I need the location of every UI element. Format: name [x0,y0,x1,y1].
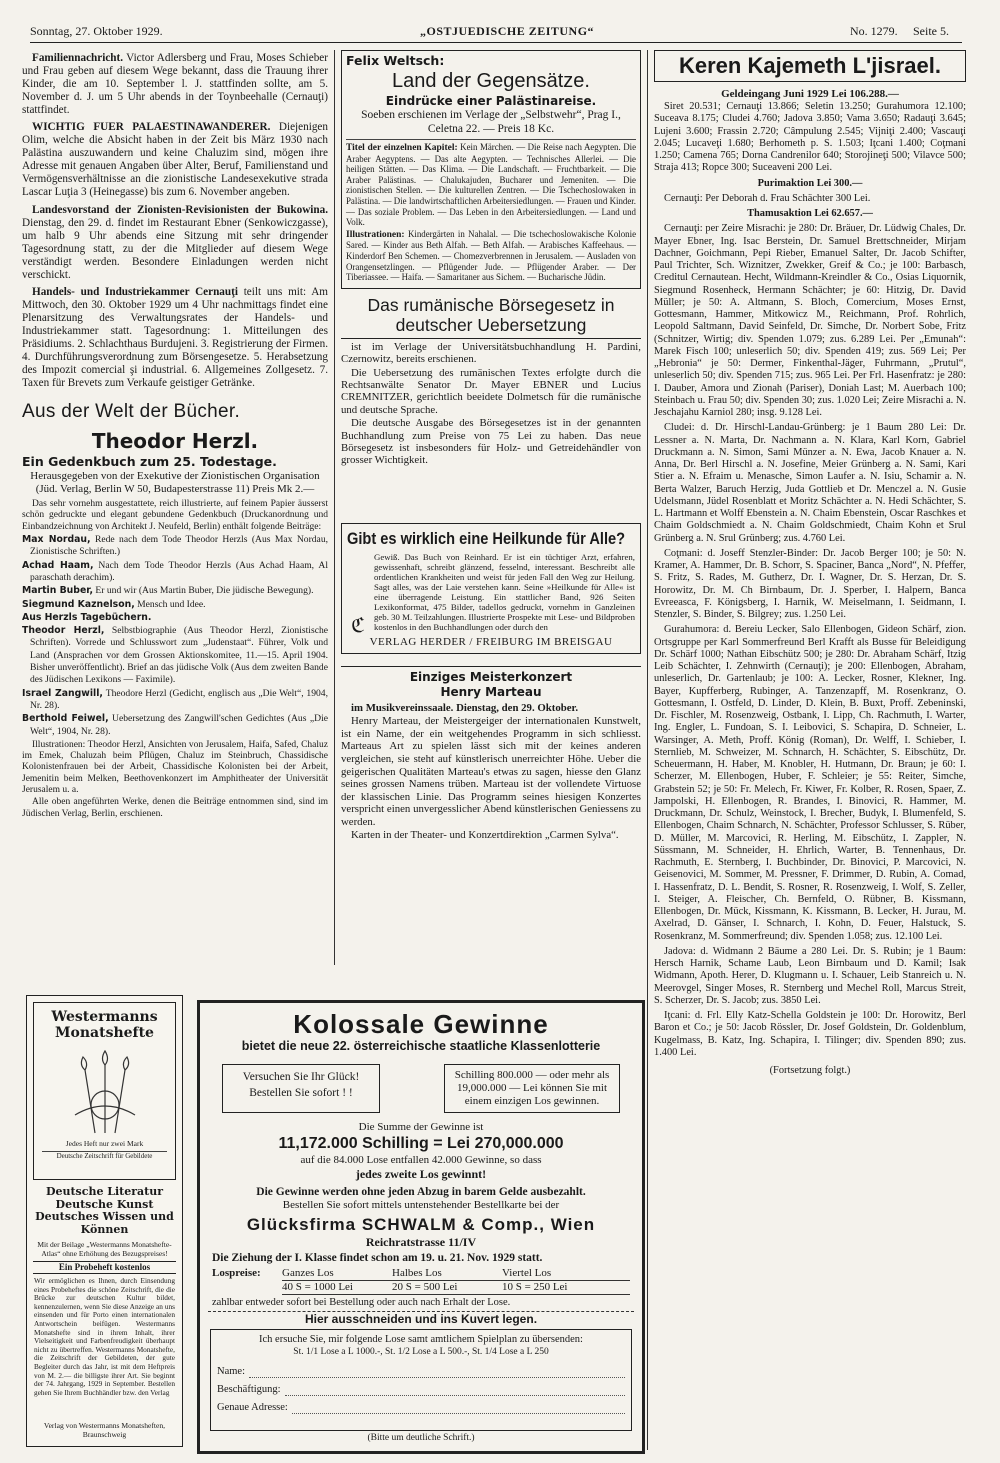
price-quarter-label: Viertel Los [502,1267,552,1279]
right-column [654,50,966,1450]
order-address-row: Genaue Adresse: [217,1401,625,1414]
boerse-text-3: Die deutsche Ausgabe des Börsegesetzes ist in der genannten Buchhandlung zum Preise von 75 Lei zu haben. Das neue Börsegesetz ist insbesonders für Holz- und Getreidehändler von grosser Wichtigkeit. [341,417,641,467]
price-quarter-value: 10 S = 250 Lei [502,1281,568,1293]
contents-text: Selbstbiographie (Aus Theodor Herzl, Zionistische Schriften). Vorrede und Schlusswort zum „Judenstaat“. Führer, Volk und Land (Ansprachen vor dem Grossen Aktionskomitee, 11.—15. April 1904. Bisher unveröffentlicht). Brief an das jüdische Volk (Aus dem zweiten Bande des Jüdischen Lexikons — Faximile). [30,625,328,686]
order-form-items: St. 1/1 Lose a L 1000.-, St. 1/2 Lose a L 500.-, St. 1/4 Lose a L 250 [293,1347,549,1357]
herzl-contents-list [22,534,328,738]
weltsch-author: Felix Weltsch: [346,53,445,68]
westermann-title-2: Monatshefte [55,1025,154,1041]
wheat-emblem-icon [55,1045,155,1137]
contents-item [22,534,328,559]
page-header [30,24,960,40]
issue-number: No. 1279. [850,24,898,38]
westermann-ad [26,995,183,1447]
weltsch-book-subtitle: Eindrücke einer Palästinareise. [385,94,597,108]
weltsch-book-publisher: Soeben erschienen im Verlage der „Selbstwehr“, Prag I., Celetna 22. — Preis 18 Kc. [361,109,621,135]
lottery-draw-date: Die Ziehung der I. Klasse findet schon am 19. u. 21. Nov. 1929 statt. [212,1252,543,1264]
contents-author: Berthold Feiwel, [22,713,109,725]
boerse-title: Das rumänische Börsegesetz in deutscher Uebersetzung [367,294,615,335]
herzl-book-description: Das sehr vornehm ausgestattete, reich illustrierte, auf feinem Papier äusserst schön gedruckte und elegant gebundene Gedenkbuch (Druckanordnung und Einbandzeichnung von Architekt J. Neufeld, Berlin) enthält folgende Beiträge: [22,499,328,532]
prize-amount-box: Schilling 800.000 — oder mehr als 19,000.000 — Lei können Sie mit einem einzigen Los gewinnen. [444,1064,620,1113]
weltsch-book-ad [341,50,641,289]
kkl-cities: Siret 20.531; Cernauţi 13.866; Seletin 13.250; Gurahumora 12.100; Suceava 8.175; Cludei 4.760; Jadova 3.850; Vama 3.650; Radauţi 3.645; Lujeni 3.600; Frassin 2.720; Câmpulung 2.545; Vijniţi 2.400; Vascauţi 2.045; Lucaveţi 1.680; Berhometh p. S. 1.503; Iţcani 1.400; Coţmani 1.250; Camena 765; Dorna Candrenilor 640; Storojineţi 500; Vilavce 500; Straja 413; Ropce 300; Suceaveni 200 Lei. [654,101,966,174]
header-rule [30,42,962,43]
lottery-title: Kolossale Gewinne [293,1009,549,1039]
job-field[interactable] [285,1383,625,1396]
herder-ad [341,523,641,654]
kkl-title: Keren Kajemeth L'jisrael. [678,53,941,78]
price-half-label: Halbes Los [392,1267,442,1279]
cludei-donations: Cludei: d. Dr. Hirschl-Landau-Grünberg: je 1 Baum 280 Lei: Dr. Lessner a. N. Marta, Dr. Nachmann a. N. Klara, Karl Korn, Gabriel Druckmann a. N. Simon, Sami Münzer a. N. Ewa, Jacob Knauer a. N. Anna, Dr. Berl Hirschl a. N. Josefine, Meier Grünberg a. N. Sami, Kari Stier a. N. Efraim u. Menasche, Simon Laufer a. N. Isiu, Schamir a. N. Berta Walzer, Baruch Herzig, Juda Gottlieb et Dr. Menczel a. N. Gusie Udelsmann, Jüdel Rosenblatt et Moritz Schächter a. N. Hedi Schächter, S. L. Hartmann et Wolff Ebenstein a. N. Chaim Ebenstein, Oscar Raschkes et Chaim Goldschmiedt a. N. Chaim Goldschmiedt, Chaim Kohn et Srul Grünberg a. N. Srul Grünberg; zus. 4.760 Lei. [654,422,966,544]
emigrants-notice: WICHTIG FUER PALAESTINAWANDERER. Diejenigen Olim, welche die Absicht haben in der Zeit bis März 1930 nach Palästina auszuwandern und keine Chaluzim sind, mögen ihre Adresse mit genauen Angaben über Alter, Beruf, Familienstand und Vermögensverhältnisse an die zionistische Landesexekutive strada Lascar Luţia 3 (Heinegasse) bis zum 6. November angeben. [22,121,328,199]
gurahumora-donations: Gurahumora: d. Bereiu Lecker, Salo Ellenbogen, Gideon Schärf, zion. Ortsgruppe per Karl Sommerfreund Berl Krafft als Busse für Beleidigung Dr. Schärf 1000; Nathan Eibschütz 500; je 280: Dr. Abraham Schärf, Itzig Leib Schächter, I. Zehnwirth (Cernauţi); je 200: Ellenbogen, Abraham, unleserlich, Dr. Gartenlaub; je 100: A. Lecker, Rosner, Klekner, Ing. Bayer, Kupfferberg, Rubinger, A. Tanzenzapff, M. Rosenkranz, O. Gottesmann, I. Ostfeld, D. Linder, D. Klein, B. Buxt, Proff. Zebeninski, Dr. Fischler, M. Rosenzweig, Ostbank, I. Lipp, Ch. Rachmuth, I. Warter, Ing. Engler, L. Fundoan, S. I. Leibovici, S. Schapira, D. Schneier, L. Warsinger, A. Meth, Proff. König (Roman), Dr. Welff, I. Schieber, I. Sternlieb, M. Schweizer, M. Schnarch, H. Schächter, S. Eibschütz, Dr. Scheuermann, H. Haber, M. Knobler, H. Hutmann, Dr. Braun; je 60: I. Scherzer, M. Ellenbogen, Huber, F. Schleier; je 55: Reiter, Simche, Grabstein 52; je 50: Fr. Melech, Fr. Kiwer, Fr. Kolber, R. Rosen, Spaer, Z. Jampolski, H. Ellenbogen, R. Brandes, I. Binovici, R. Hammer, M. Druckmann, Dr. Schulz, Weinstock, I. Brecher, Budyk, I. Blumenfeld, S. Ellenbogen, Chaim Schnarch, N. Schächter, Professor Schlusser, S. Rüber, D. Müller, M. Marcovici, R. Herling, M. Eibschütz, I. Zappler, N. Süssmann, M. Schneider, H. Ehrlich, Warter, B. Tennenhaus, Dr. Rachmuth, E. Sternberg, I. Buchbinder, Dr. Binovici, P. Marcovici, N. Geisenovici, M. Sommer, M. Pressner, F. Drimmer, D. Rubin, A. Comad, I. Hassenfratz, D. L. Bendit, S. Rosner, R. Rosenzweig, I. Wolf, S. Zeller, I. Steiger, A. Fleischer, Ch. Bernfeld, O. Rübner, B. Kissmann, Ellenbogen, Dr. Mück, Kissmann, K. Kissmann, B. Lecker, H. Jurau, M. Axelrad, D. Gänser, I. Schnarch, I. Kohn, D. Feuer, Halstuck, S. Rosenkranz, M. Sommerfreund; div. Spenden 1.058; zus. 12.100 Lei. [654,624,966,942]
contents-item [22,612,328,624]
contents-item [22,599,328,611]
contents-item [22,625,328,686]
lottery-street: Reichratstrasse 11/IV [365,1235,477,1249]
westermann-probe-text: Wir ermöglichen es Ihnen, durch Einsendung eines Probeheftes die schöne Zeitschrift, die die Brücke zur deutschen Kultur bildet, kennenzulernen, wenn Sie diese Anzeige an uns einsenden und für Porto einen internationalen Antwortschein beifügen. Westermanns Monatshefte sind in ihrem Inhalt, ihrer Vielseitigkeit und Farbenfreudigkeit überhaupt nicht zu übertreffen. Westermanns Monatshefte, die Zeitschrift der Gebildeten, der gute Begleiter durch das Jahr, ist mit dem Heftpreis von M. 2.— die billigste ihrer Art. Sie beginnt der 74. Jahrgang, 1929 in September. Bestellen gehen Sie Ihrem Buchhändler bzw. den Verlag [34,1277,175,1397]
contents-item [22,713,328,738]
lottery-footer-note: (Bitte um deutliche Schrift.) [367,1433,475,1443]
left-column [22,52,328,962]
lottery-sum-text: Die Summe der Gewinne ist [358,1121,484,1133]
price-half-value: 20 S = 500 Lei [392,1281,458,1293]
price-label: Lospreise: [212,1267,261,1279]
concert-intro: im Musikvereinssaale. Dienstag, den 29. Oktober. [351,701,579,714]
price-whole-label: Ganzes Los [282,1267,334,1279]
westermann-sender: Verlag von Westermanns Monatsheften, Braunschweig [43,1421,166,1439]
order-name-row: Name: [217,1365,625,1378]
kkl-income: Geldeingang Juni 1929 Lei 106.288.— [721,88,899,100]
kkl-title-box [654,50,966,82]
contents-item [22,585,328,597]
herzl-illustrations: Illustrationen: Theodor Herzl, Ansichten von Jerusalem, Haifa, Safed, Chaluz im Emek, Chaluzah beim Pflügen, Chaluz im Steinbruch, Chassidische Kolonistenfrauen bei der Arbeit, Chassidische Kolonisten bei der Arbeit, Jemenitin beim Melken, Beethovenkonzert im Amphitheater der Universität Jerusalem u. a. [22,739,328,795]
books-section-title: Aus der Welt der Bücher. [22,401,241,423]
herzl-closing-note: Alle oben angeführten Werke, denen die Beiträge entnommen sind, sind im Jüdischen Verlag, Berlin, erschienen. [22,797,328,819]
family-notice: Familiennachricht. Victor Adlersberg und Frau, Moses Schieber und Frau geben auf diesem Wege bekannt, dass die Trauung ihrer Kinder, die am 10. September l. J. stattfinden sollte, am 5. November d. J. um 5 Uhr abends in der Toynbeehalle (Cernauţi) stattfindet. [22,52,328,117]
herder-publisher: VERLAG HERDER / FREIBURG IM BREISGAU [369,635,613,648]
herzl-book-publisher: Herausgegeben von der Exekutive der Zionistischen Organisation (Jüd. Verlag, Berlin W 50, Budapesterstrasse 11) Preis Mk 2.— [30,470,320,496]
chamber-notice: Handels- und Industriekammer Cernauţi teilt uns mit: Am Mittwoch, den 30. Oktober 1929 um 4 Uhr nachmittags findet eine Plenarsitzung des Verwaltungsrates der Handels- und Industriekammer statt. Tagesordnung: 1. Mitteilungen des Präsidiums. 2. Schlachthaus Burdujeni. 3. Registrierung der Firmen. 4. Durchführungsverordnung zum Börsengesetze. 5. Herabsetzung des Impozit comercial şi industrial. 6. Allgemeines Zollgesetz. 7. Taxen für Brevets zum Verkaufe geistiger Getränke. [22,285,328,390]
contents-text: Nach dem Tode Theodor Herzls (Aus Achad Haam, Al paraschath derachim). [30,559,328,583]
westermann-price: Jedes Heft nur zwei Mark [65,1139,144,1148]
middle-column [341,50,641,965]
newspaper-name: „OSTJUEDISCHE ZEITUNG“ [420,24,595,38]
continued-note: (Fortsetzung folgt.) [769,1065,851,1076]
column-divider [334,50,335,965]
lottery-lots-text: auf die 84.000 Lose entfallen 42.000 Gewinne, so dass [300,1154,542,1166]
page-number: Seite 5. [913,24,949,38]
issue-date: Sonntag, 27. Oktober 1929. [30,24,163,38]
herzl-book-title: Theodor Herzl. [91,429,259,454]
westermann-cover [33,1002,176,1180]
weltsch-book-title: Land der Gegensätze. [392,70,590,92]
contents-item [22,688,328,713]
purim-heading: Purimaktion Lei 300.— [757,177,863,189]
westermann-note: Mit der Beilage „Westermanns Monatshefte-Atlas“ ohne Erhöhung des Bezugspreises! [37,1240,172,1258]
lottery-sum-value: 11,172.000 Schilling = Lei 270,000.000 [278,1135,564,1152]
herder-logo-icon: ℭ [350,615,366,638]
herder-ad-text: Gewiß. Das Buch von Reinhard. Er ist ein tüchtiger Arzt, erfahren, gewissenhaft, schreibt glänzend, fesselnd, interessant. Beschreibt alle ordentlichen Krankheiten und weist für jeden Fall den Weg zur Heilung. Sagt alles, was der Laie verstehen kann. Seine »Heilkunde für Alle« ist eine überragende Leistung. Ein stattlicher Band, 926 Seiten Lexikonformat, 475 Bilder, tadellos gedruckt, vornehm in Ganzleinen geb. 30 M. Teilzahlungen. Illustrierte Prospekte mit Lese- und Bildproben kostenlos in den Buchhandlungen oder durch den [374,551,635,633]
westermann-probe-heading: Ein Probeheft kostenlos [33,1261,176,1274]
contents-text: Uebersetzung des Zangwill'schen Gedichtes (Aus „Die Welt“, 1904, Nr. 28). [30,713,328,737]
cotmani-donations: Coţmani: d. Joseff Stenzler-Binder: Dr. Jacob Berger 100; je 50: N. Kramer, A. Hammer, Dr. B. Schorr, S. Spaciner, Banca „Nord“, N. Pfeffer, S. Fritz, S. Rades, M. Gutherz, Dr. I. Wagner, Dr. S. Herzan, Dr. S. Horowitz, Dr. M. Ch Birnbaum, Dr. J. Sperber, I. Halpern, Banca Evreeasca, F. Königsberg, I. Harnik, W. Meiselmann, I. Seidmann, I. Stenzler, S. Binder, S. Bilgrey; zus. 1.250 Lei. [654,547,966,620]
contents-text: Theodore Herzl (Gedicht, englisch aus „Die Welt“, 1904, Nr. 28). [30,687,328,711]
cut-here-label: Hier ausschneiden und ins Kuvert legen. [208,1311,634,1327]
contents-text: Er und wir (Aus Martin Buber, Die jüdische Bewegung). [95,585,314,597]
contents-text: Mensch und Idee. [137,598,206,610]
contents-author: Israel Zangwill, [22,687,103,699]
lottery-every-second: jedes zweite Los gewinnt! [355,1167,487,1181]
lottery-subtitle: bietet die neue 22. österreichische staatliche Klassenlotterie [241,1039,601,1053]
westermann-subtitle: Deutsche Zeitschrift für Gebildete [42,1151,167,1161]
contents-author: Achad Haam, [22,559,94,571]
name-field[interactable] [249,1365,625,1378]
concert-artist: Henry Marteau [440,684,542,699]
concert-title: Einziges Meisterkonzert [409,669,573,684]
boerse-text-2: Die Uebersetzung des rumänischen Textes erfolgte durch die Rechtsanwälte Senator Dr. Mayer EBNER und Lucius CREMNITZER, gerichtlich beeidete Dolmetsch für die rumänische und deutsche Sprache. [341,366,641,416]
concert-text: Henry Marteau, der Meistergeiger der internationalen Kunstwelt, ist ein Name, der ein weitgehendes Programm in sich schliesst. Marteaus Art zu spielen lässt sich mit der keines anderen vergleichen, sie steht auf künstlerisch unerreichter Höhe. Ueber die geigerischen Qualitäten Marteau's etwas zu sagen, hiesse den Glanz seines grossen Namens trüben. Marteau ist der vollendete Virtuose der klassischen Linie. Das Programm seines hiesigen Konzertes verspricht einen unvergesslicher Abend künstlerischen Geniessens zu werden. [341,715,641,828]
itcani-donations: Iţcani: d. Frl. Elly Katz-Schella Goldstein je 100: Dr. Horowitz, Berl Baron et Co.; je 50: Jacob Rössler, Dr. Josef Goldstein, Dr. Goldenblum, Kugelmass, B. Katz, Ing. Schapira, I. Tilinger; div. Spenden 890; zus. 1.400 Lei. [654,1010,966,1058]
thamus-heading: Thamusaktion Lei 62.657.— [747,208,873,219]
contents-author: Siegmund Kaznelson, [22,598,135,610]
concert-tickets: Karten in der Theater- und Konzertdirektion „Carmen Sylva“. [351,829,619,842]
column-divider [647,50,648,1450]
order-form-line: Ich ersuche Sie, mir folgende Lose samt amtlichem Spielplan zu übersenden: [259,1334,583,1345]
price-whole-value: 40 S = 1000 Lei [282,1281,353,1293]
lottery-no-deduction: Die Gewinne werden ohne jeden Abzug in barem Gelde ausbezahlt. [256,1186,586,1198]
lottery-firm: Glücksfirma SCHWALM & Comp., Wien [246,1215,596,1234]
jadova-donations: Jadova: d. Widmann 2 Bäume a 280 Lei. Dr. S. Rubin; je 1 Baum: Hersch Harnik, Schame Laub, Leon Birnbaum und D. Kamil; Isak Widmann, Apoth. Herer, D. Klugmann u. I. Schauer, Leib Stanreich u. N. Meerovgel, Singer Moses, R. Sternberg und Mechel Roll, Marcus Streit, S. Scherzer, Dr. S. Jacob; zus. 3850 Lei. [654,945,966,1006]
contents-author: Max Nordau, [22,534,91,546]
lottery-order-text: Bestellen Sie sofort mittels untenstehender Bestellkarte bei der [282,1199,560,1211]
address-field[interactable] [292,1401,625,1414]
lottery-payable: zahlbar entweder sofort bei Bestellung oder auch nach Erhalt der Lose. [212,1297,511,1308]
westermann-title-1: Westermanns [51,1009,158,1025]
weltsch-illustrations: Illustrationen: Kindergärten in Nahalal. — Die tschechoslowakische Kolonie Sared. — Kinder aus Beth Alfah. — Beth Alfah. — Arabisches Kaffeehaus. — Kinderdorf Ben Schemen. — Chomezverbrennen in Jerusalem. — Ausladen von Orangensetzlingen. — Pflügender Jude. — Pflügender Araber. — Der Tiberiassee. — Haifa. — Samaritaner aus Sichem. — Bucharische Jüdin. [346,228,637,283]
contents-author: Theodor Herzl, [22,625,105,637]
order-form [210,1329,632,1431]
contents-item [22,560,328,585]
weltsch-chapters: Titel der einzelnen Kapitel: Kein Märchen. — Die Reise nach Aegypten. Die Araber Aegyptens. — Das alte Aegypten. — Technisches Allerlei. — Die heiligen Stätten. — Das Klima. — Die Landschaft. — Fruchtbarkeit. — Die Araber Palästinas. — Chalukajuden, Bucharer und Jemeniten. — Die zionistischen Stellen. — Die kulturellen Zentren. — Die Tschechoslowaken in Palästina. — Die landwirtschaftlichen Arbeitersiedlungen. — Frauen und Kinder. — Das soziale Problem. — Das Leben in den Arbeitersiedlungen. — Land und Volk. [346,142,637,228]
contents-author: Martin Buber, [22,585,94,597]
contents-author: Aus Herzls Tagebüchern. [22,611,152,623]
try-luck-box: Versuchen Sie Ihr Glück! Bestellen Sie sofort ! ! [222,1064,380,1113]
herder-ad-title: Gibt es wirklich eine Heilkunde für Alle? [347,528,626,548]
purim-text: Cernauţi: Per Deborah d. Frau Schächter 300 Lei. [664,192,871,204]
revisionist-notice: Landesvorstand der Zionisten-Revisionisten der Bukowina. Dienstag, den 29. d. findet im Restaurant Ebner (Senkowiczgasse), um halb 9 Uhr abends eine Sitzung mit sehr dringender Tagesordnung statt, zu der die Mitglieder auf diesem Wege verständigt werden. Besondere Einladungen werden nicht verschickt. [22,203,328,281]
westermann-slogan: Deutsche Literatur Deutsche Kunst Deutsches Wissen und Können [35,1185,174,1236]
contents-text: Rede nach dem Tode Theodor Herzls (Aus Max Nordau, Zionistische Schriften.) [30,534,328,558]
lottery-ad [197,1000,645,1454]
herzl-book-subtitle: Ein Gedenkbuch zum 25. Todestage. [22,454,277,470]
cernauti-donations: Cernauţi: per Zeire Misrachi: je 280: Dr. Bräuer, Dr. Lüdwig Chales, Dr. Mayer Ebner, Ing. Isac Berstein, Dr. Samuel Brettschneider, Mirjam Dachner, Goichmann, Pepi Rieber, Emanuel Salter, Dr. Jacob Schifter, Paul Trichter, Sch. Wiznitzer, Zwekker, Greif & Co.; je 100: Barbasch, Creditul Cernautean. Hecht, Wildmann-Kreindler & Co., Osias Liquornik, Siegmund Rosenheck, Hermann Schächter; je 60: Hitzig, Dr. David Müller; je 50: A. Altmann, S. Bloch, Comercium, Moses Ernst, Gottesmann, Hammer, Mitkowicz M., Reichmann, Prof. Rohrlich, Leopold Saltmann, David Seinfeld, Dr. Simche, Dr. Norbert Sobe, Fritz (Schnitzer, Wirtig; div. Spenden 1.079; zus. 6.289 Lei. Per „Emunah“: Marek Fisch 100; unleserlich 50; div. Spenden 419; zus. 569 Lei; Per „Hebronia“ je 50: Dermer, Finkenthal-Jäger, Fuhrmann, „Prutul“, unleserlich 50; div. Spenden 715; zus. 965 Lei. Per Frl. Hasenfratz: je 280: I. Dauber, Amora und Zionah (Pariser), Doniah Last; M. Auerbach 100; Steinbach u. Frau 50; div. Spenden 30; zus. 1.020 Lei; Zeire Misrachi a. N. Jeschajahu Karniol 280; insg. 9.128 Lei. [654,223,966,418]
order-job-row: Beschäftigung: [217,1383,625,1396]
boerse-text-1: ist im Verlage der Universitätsbuchhandlung H. Pardini, Czernowitz, bereits erschienen. [341,340,641,366]
